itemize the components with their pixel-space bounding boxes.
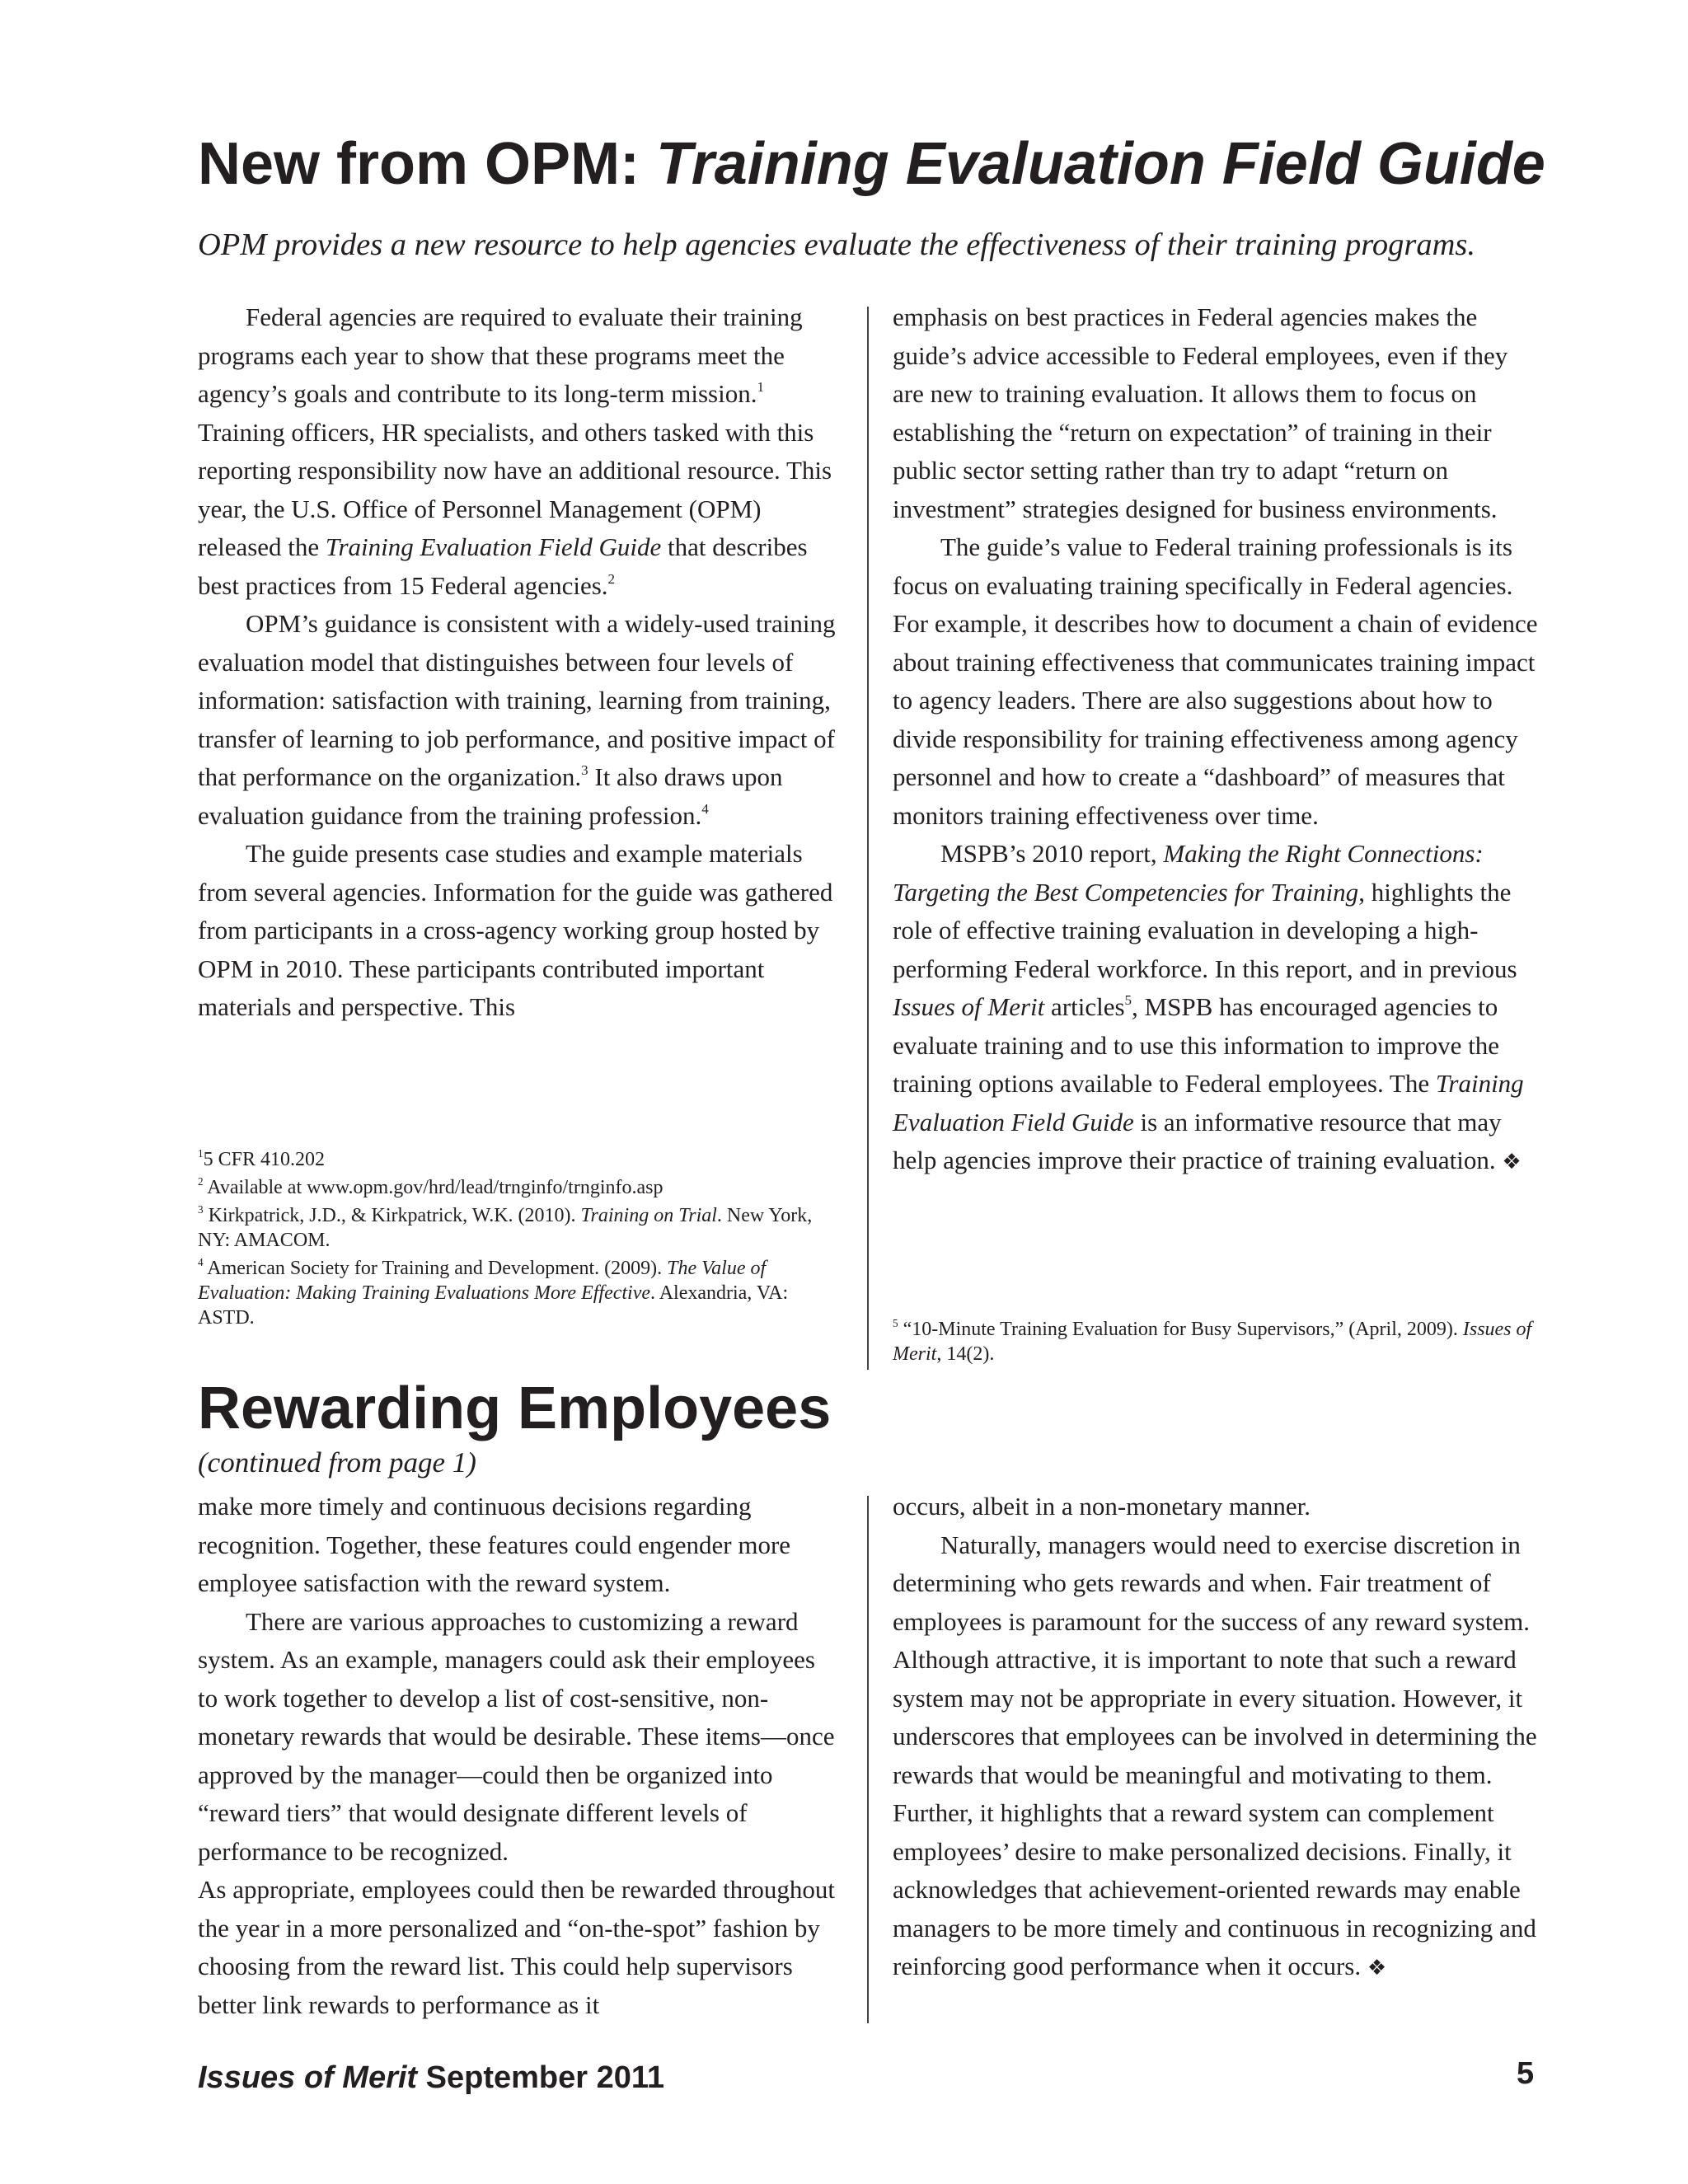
footnote-ref-1: 1 [757,379,764,396]
article1-left-column [198,298,841,1027]
article2-right-column [893,1488,1544,1988]
page-number: 5 [1517,2056,1535,2091]
article2-title: Rewarding Employees [198,1376,832,1441]
column-divider [867,307,869,1370]
paragraph: As appropriate, employees could then be rewarded throughout the year in a more personalized and “on-the-spot” fashion by choosing from the reward list. This could help supervisors better link rewards to performance as it [198,1875,836,2019]
article2-continued-note: (continued from page 1) [198,1446,476,1479]
footnote-5: $^5$ “10-Minute Training Evaluation for Busy Supervisors,” (April, 2009). Issues of Merit, 14(2). [893,1317,1532,1365]
publication-date: September 2011 [417,2060,665,2095]
paragraph: There are various approaches to customizing a reward system. As an example, managers could ask their employees to work together to develop a list of cost-sensitive, non-monetary rewards that would be desirable. These items—once approved by the manager—could then be organized into “reward tiers” that would designate different levels of performance to be recognized. [198,1606,835,1866]
footnote-ref-3: 3 [581,762,588,779]
article2-left-column [198,1488,841,2024]
paragraph: The guide’s value to Federal training professionals is its focus on evaluating training specifically in Federal agencies. For example, it describes how to document a chain of evidence about training effectiveness that communicates training impact to agency leaders. There are also suggestions about how to divide responsibility for training effectiveness among agency personnel and how to create a “dashboard” of measures that monitors training effectiveness over time. [893,532,1538,830]
article1-deck: OPM provides a new resource to help agencies evaluate the effectiveness of their training programs. [198,227,1476,262]
paragraph: The guide presents case studies and example materials from several agencies. Information for the guide was gathered from participants in a cross-agency working group hosted by OPM in 2010. These participants contributed important materials and perspective. This [198,839,833,1021]
footnote-2: $^2$ Available at www.opm.gov/hrd/lead/trnginfo/trnginfo.asp [198,1175,663,1198]
footnote-3: $^3$ Kirkpatrick, J.D., & Kirkpatrick, W.K. (2010). Training on Trial. New York, NY: AMACOM. [198,1203,813,1251]
column-divider [867,1496,869,2023]
article1-title-italic: Training Evaluation Field Guide [656,131,1545,197]
article1-right-column [893,298,1544,1182]
article1-footnotes [198,1147,841,1333]
paragraph: emphasis on best practices in Federal agencies makes the guide’s advice accessible to Federal employees, even if they are new to training evaluation. It allows them to focus on establishing the “return on expectation” of training in their public sector setting rather than try to adapt “return on investment” strategies designed for business environments. [893,302,1508,523]
end-mark-icon: ❖ [1502,1150,1522,1174]
paragraph: OPM’s guidance is consistent with a widely-used training evaluation model that distinguishes between four levels of information: satisfaction with training, learning from training, transfer of learning to job performance, and positive impact of that performance on the organization.$^3$ It also draws upon evaluation guidance from the training profession.$^4$ [198,609,836,830]
footnote-ref-4: 4 [701,800,709,817]
paragraph: Federal agencies are required to evaluate their training programs each year to show that these programs meet the agency’s goals and contribute to its long-term mission.$^1$ Training officers, HR specialists, and others tasked with this reporting responsibility now have an additional resource. This year, the U.S. Office of Personnel Management (OPM) released the Training Evaluation Field Guide that describes best practices from 15 Federal agencies.$^2$ [198,302,832,600]
publication-name: Issues of Merit [198,2060,418,2095]
footnote-ref-2: 2 [607,570,616,587]
paragraph: MSPB’s 2010 report, Making the Right Connections: Targeting the Best Competencies for Training, highlights the role of effective training evaluation in developing a high-performing Federal workforce. In this report, and in previous Issues of Merit articles$^5$, MSPB has encouraged agencies to evaluate training and to use this information to improve the training options available to Federal employees. The Training Evaluation Field Guide is an informative resource that may help agencies improve their practice of training evaluation. ❖ [893,839,1524,1174]
article1-title [198,130,1545,198]
footnote-4: $^4$ American Society for Training and Development. (2009). The Value of Evaluation: Making Training Evaluations More Effective. Alexandria, VA: ASTD. [198,1256,789,1329]
paragraph: occurs, albeit in a non-monetary manner. [893,1492,1311,1521]
paragraph: make more timely and continuous decisions regarding recognition. Together, these features could engender more employee satisfaction with the reward system. [198,1492,791,1597]
end-mark-icon: ❖ [1367,1956,1387,1980]
page-footer-publication [198,2060,664,2096]
article1-footnote-5 [893,1317,1544,1370]
footnote-1: $^1$5 CFR 410.202 [198,1147,325,1170]
article1-title-lead: New from OPM: [198,131,657,197]
paragraph: Naturally, managers would need to exercise discretion in determining who gets rewards and when. Fair treatment of employees is paramount for the success of any reward system. Although attractive, it is important to note that such a reward system may not be appropriate in every situation. However, it underscores that employees can be involved in determining the rewards that would be meaningful and motivating to them. Further, it highlights that a reward system can complement employees’ desire to make personalized decisions. Finally, it acknowledges that achievement-oriented rewards may enable managers to be more timely and continuous in recognizing and reinforcing good performance when it occurs. ❖ [893,1530,1537,1980]
footnote-ref-5: 5 [1124,992,1132,1009]
